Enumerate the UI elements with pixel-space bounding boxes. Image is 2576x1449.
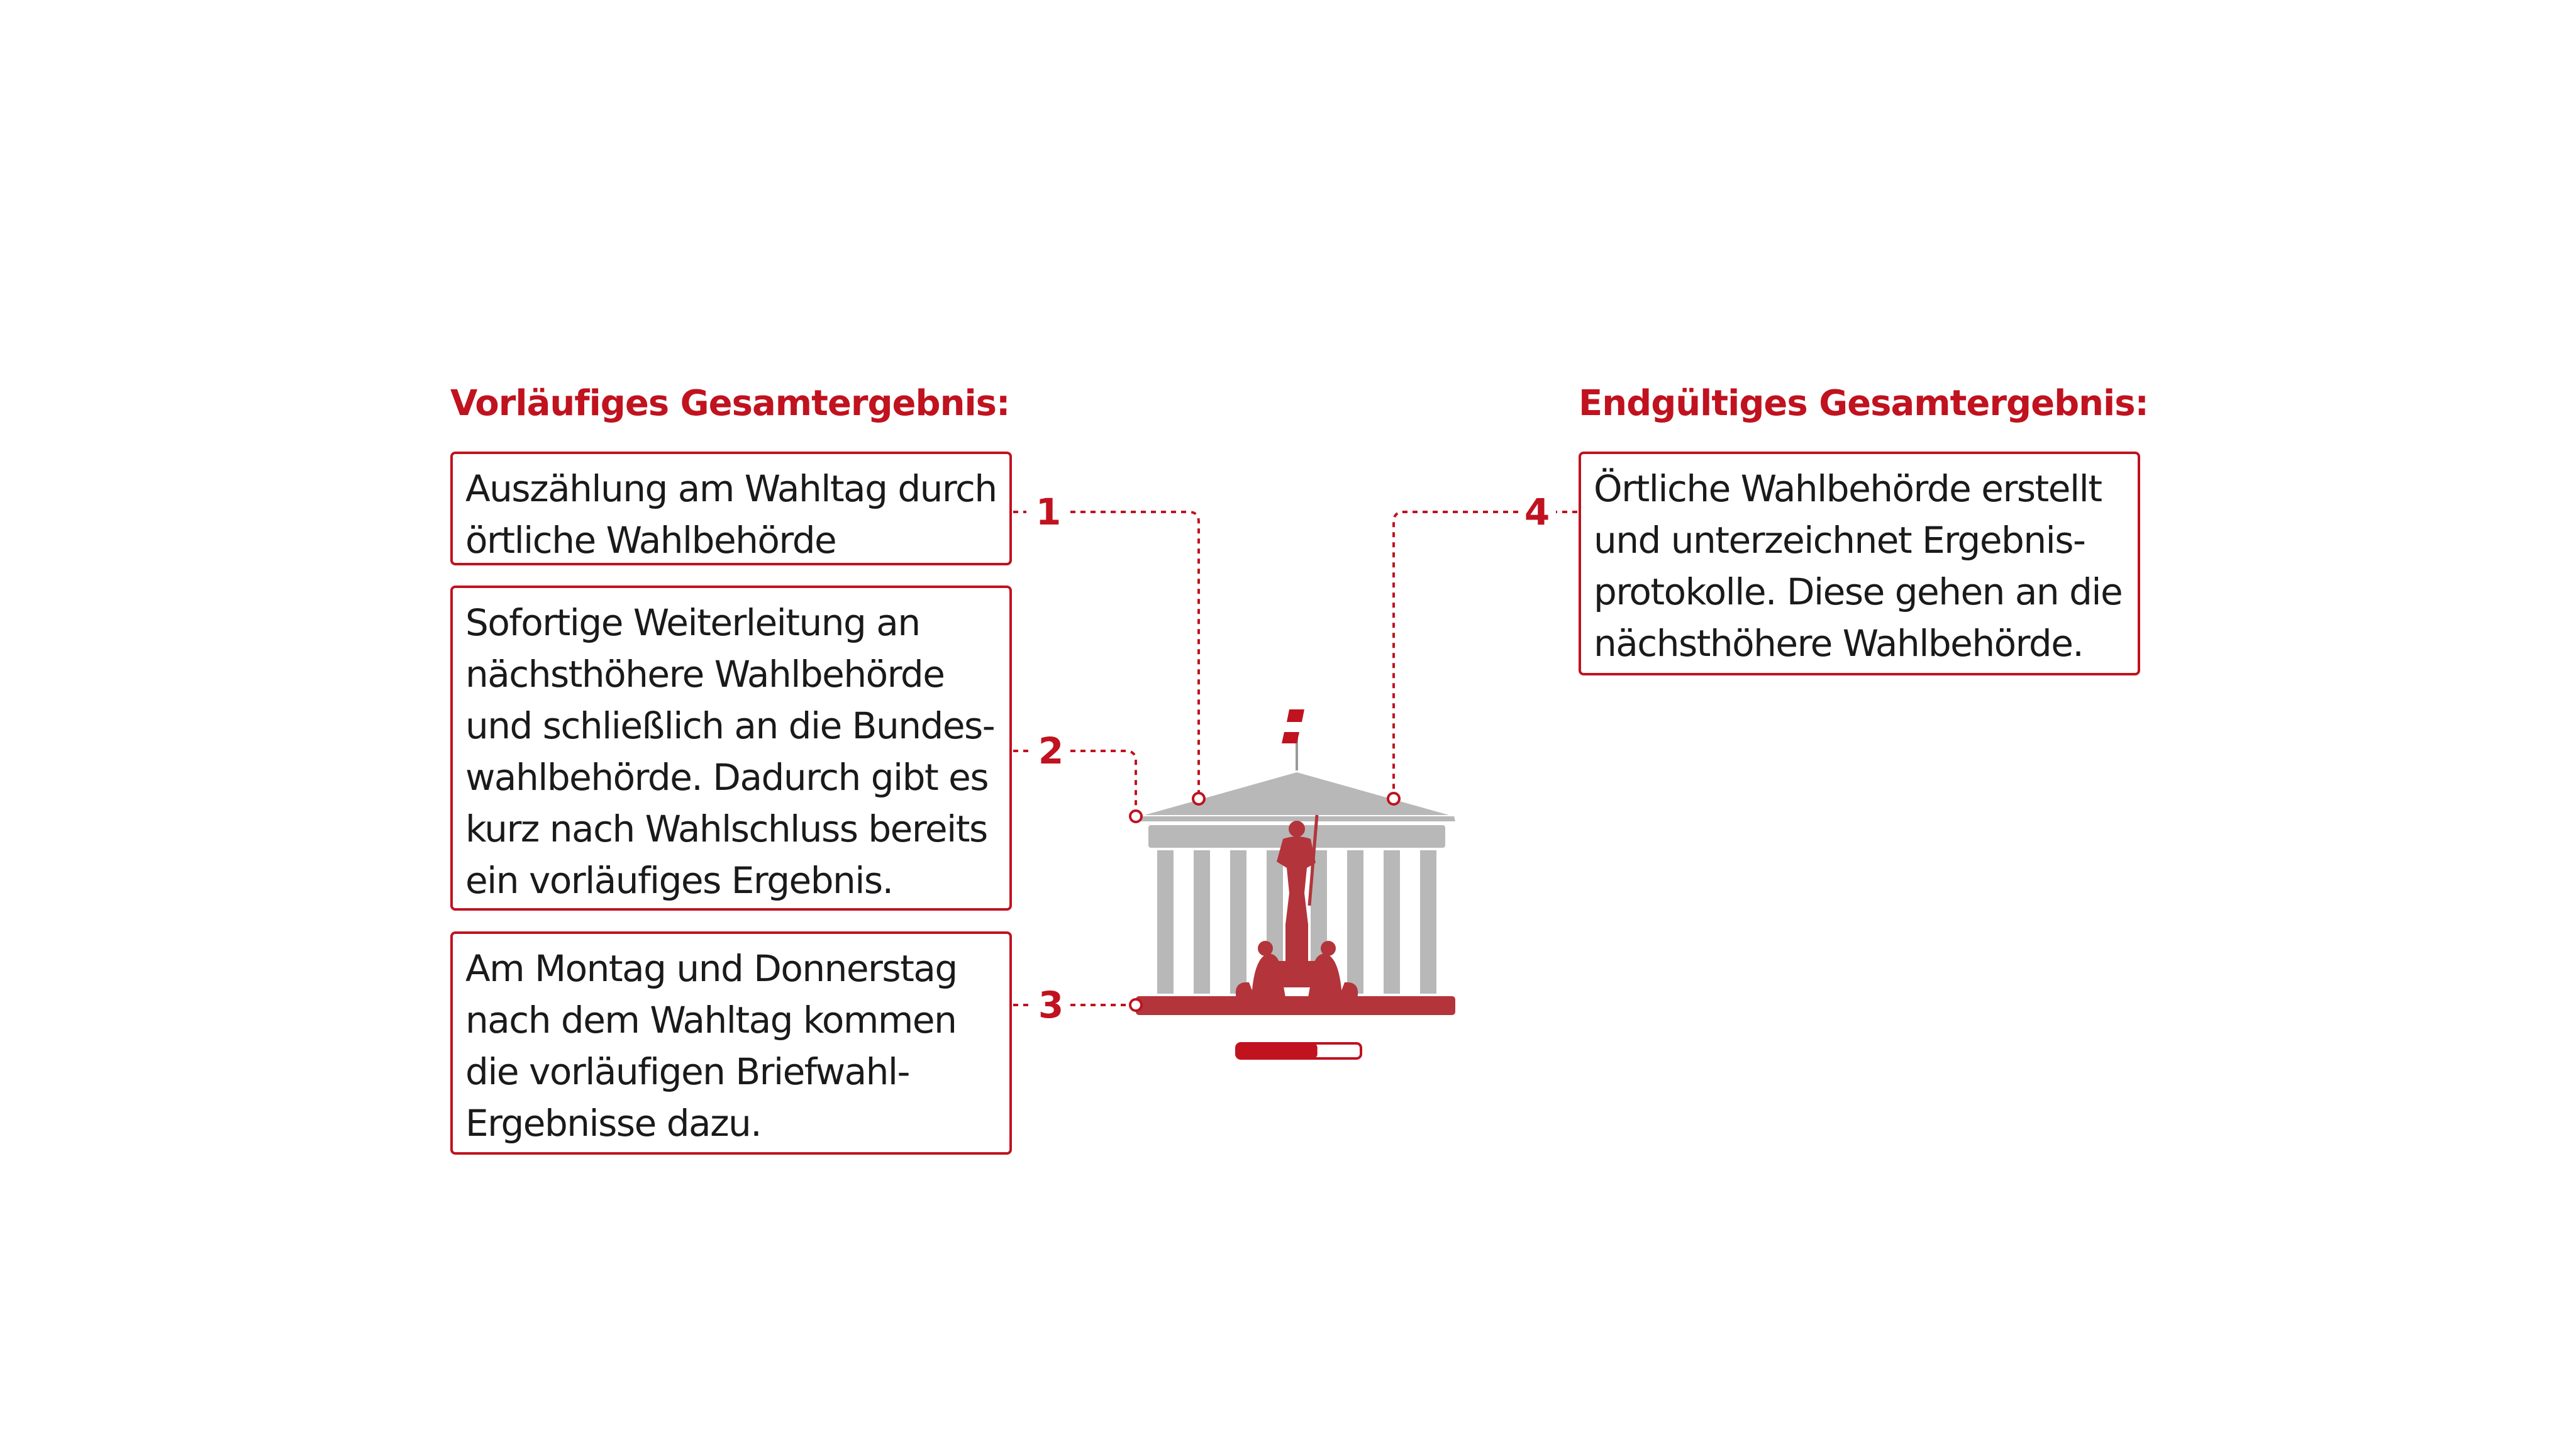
right-heading: Endgültiges Gesamtergebnis: [1579,383,2148,424]
endpoint-2 [1130,811,1141,822]
austrian-flag-icon [1282,709,1304,743]
column [1347,850,1363,994]
parliament-building-icon [1136,709,1455,1015]
column [1230,850,1246,994]
flag-stripe-bottom [1282,732,1299,743]
step-box-3: Am Montag und Donnerstag nach dem Wahltag kommen die vorläufigen Briefwahl- Ergebnisse dazu. [450,931,1012,1155]
step-box-1: Auszählung am Wahltag durch örtliche Wahlbehörde [450,452,1012,565]
column [1194,850,1210,994]
endpoint-3 [1130,999,1141,1011]
column [1384,850,1400,994]
step-number-1: 1 [1035,491,1062,533]
pediment [1145,772,1449,815]
step-number-3: 3 [1038,984,1064,1026]
flag-stripe-top [1287,709,1304,722]
column [1157,850,1174,994]
left-heading: Vorläufiges Gesamtergebnis: [450,383,1010,424]
statue-head [1289,821,1305,837]
progress-bar-icon [1236,1043,1361,1058]
step-number-2: 2 [1038,730,1064,772]
statue-pedestal [1285,923,1308,961]
step-box-2: Sofortige Weiterleitung an nächsthöhere Wahlbehörde und schließlich an die Bundes- wahlbehörde. Dadurch gibt es kurz nach Wahlschluss bereits ein vorläufiges Ergebnis. [450,586,1012,911]
endpoint-4 [1388,793,1399,804]
step-box-4: Örtliche Wahlbehörde erstellt und unterzeichnet Ergebnis- protokolle. Diese gehen an die nächsthöhere Wahlbehörde. [1579,452,2140,675]
left-figure-head [1258,941,1273,956]
flag-stripe-middle [1284,722,1302,732]
step-number-4: 4 [1524,491,1550,533]
building-platform [1136,996,1455,1015]
connector-4 [1394,512,1577,792]
column [1420,850,1436,994]
progress-fill [1236,1043,1318,1058]
right-figure-head [1321,941,1336,956]
endpoint-1 [1193,793,1204,804]
roof-base [1138,816,1455,821]
